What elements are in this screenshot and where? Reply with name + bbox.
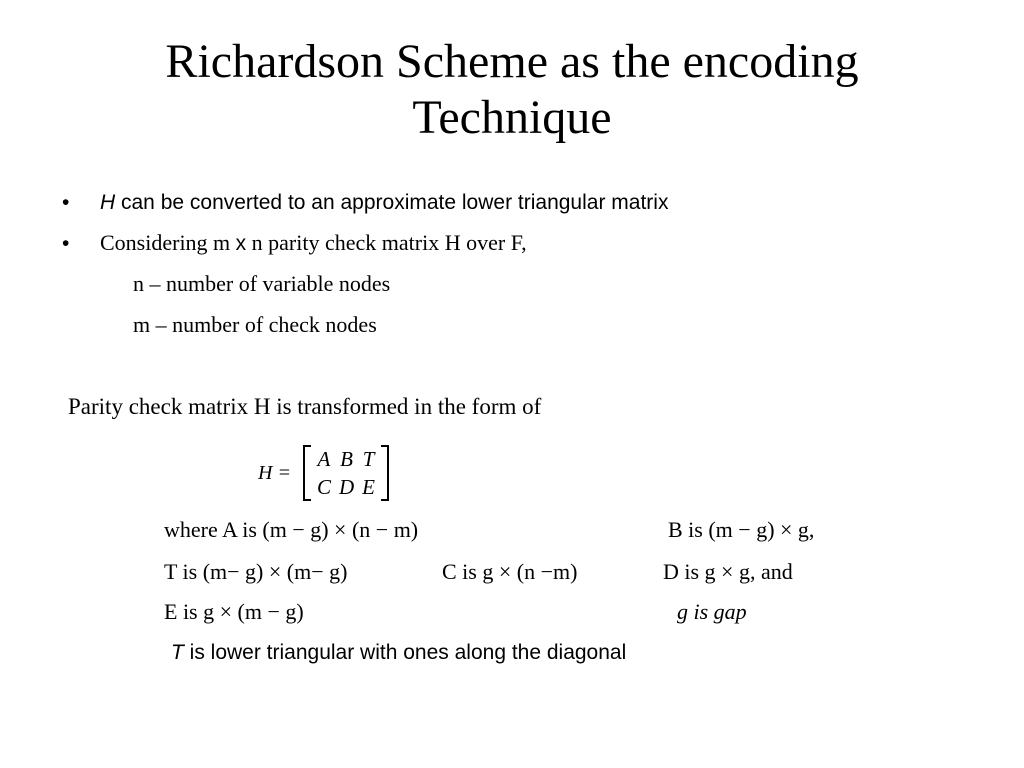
matrix-equation	[258, 443, 389, 503]
definition-b: B is (m − g) × g,	[668, 517, 815, 542]
definition-d: D is g × g, and	[663, 559, 793, 584]
bullet-considering	[62, 229, 527, 258]
bullet-considering-x: x	[235, 232, 247, 255]
matrix-cell-e: E	[362, 475, 375, 499]
transform-paragraph: Parity check matrix H is transformed in the form of	[68, 394, 542, 419]
definition-c: C is g × (n −m)	[442, 559, 578, 584]
equation-lhs: H =	[258, 461, 291, 484]
matrix-cell-a: A	[317, 447, 331, 471]
definition-e: E is g × (m − g)	[164, 599, 304, 624]
bullet-h-symbol: H	[100, 191, 116, 214]
matrix-cell-t: T	[362, 447, 375, 471]
sub-item-n: n – number of variable nodes	[133, 271, 391, 296]
matrix-cell-c: C	[316, 475, 331, 499]
definition-a: where A is (m − g) × (n − m)	[164, 517, 419, 542]
bullet-h-convert	[62, 188, 668, 217]
block-matrix	[303, 445, 389, 501]
definition-g: g is gap	[677, 599, 747, 624]
title-line-1: Richardson Scheme as the encoding	[165, 35, 859, 88]
bullet-symbol: •	[62, 191, 70, 214]
bullet-h-text: can be converted to an approximate lower triangular matrix	[115, 191, 669, 214]
bullet-considering-suffix: n parity check matrix H over F,	[246, 230, 527, 255]
footer-text: is lower triangular with ones along the diagonal	[183, 641, 627, 664]
bullet-symbol: •	[62, 232, 70, 255]
sub-item-m: m – number of check nodes	[133, 312, 377, 337]
bullet-considering-prefix: Considering m	[100, 230, 236, 255]
title-line-2: Technique	[412, 91, 612, 144]
definition-t: T is (m− g) × (m− g)	[164, 559, 348, 584]
matrix-cell-d: D	[338, 475, 355, 499]
slide-title	[0, 34, 1024, 146]
footer-t-symbol: T	[171, 641, 184, 664]
footer-note	[171, 639, 626, 667]
matrix-cell-b: B	[340, 447, 353, 471]
